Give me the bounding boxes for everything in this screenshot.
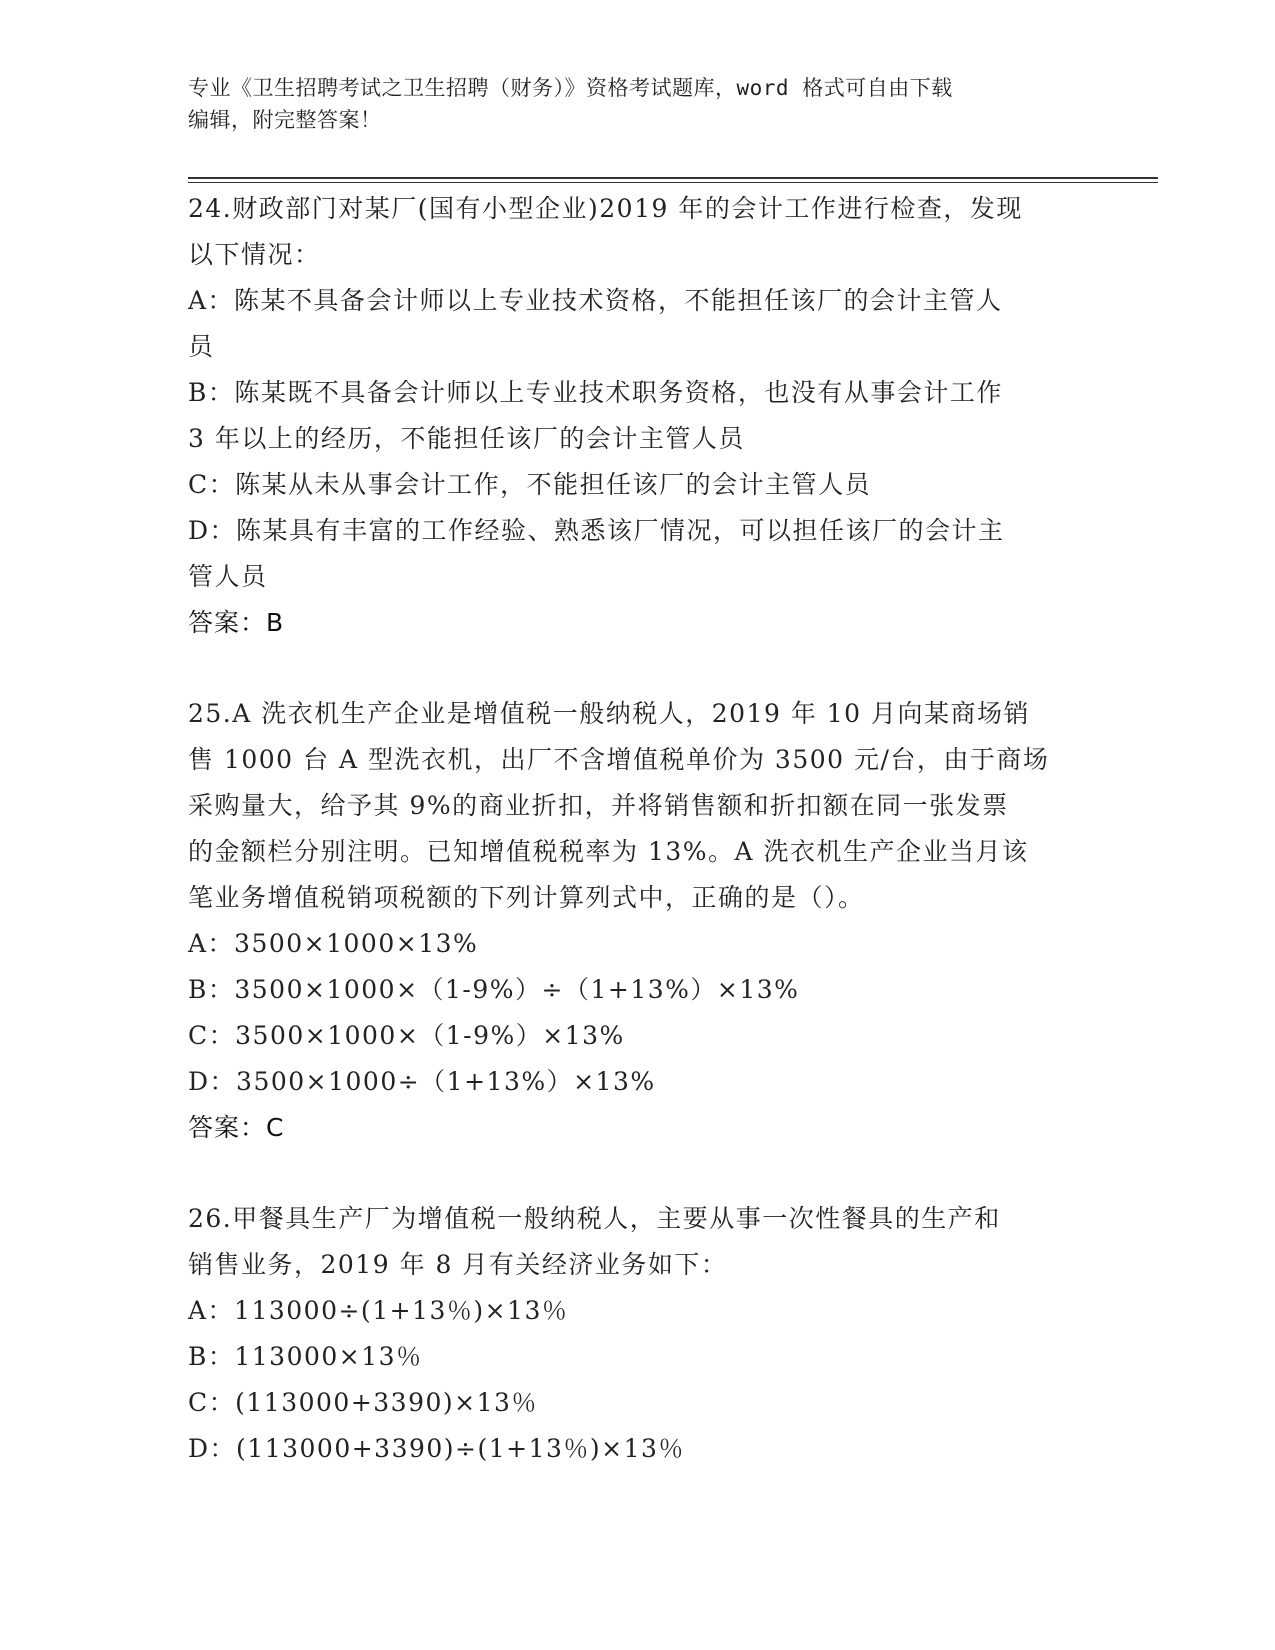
question-list xyxy=(188,186,1088,1472)
option-a-line: A：113000÷(1+13％)×13％ xyxy=(188,1296,569,1325)
option-c-line: C：3500×1000×（1-9%）×13% xyxy=(188,1021,625,1050)
question-24 xyxy=(188,186,1088,646)
question-stem-line: 售 1000 台 A 型洗衣机，出厂不含增值税单价为 3500 元/台，由于商场 xyxy=(188,745,1050,774)
answer-label: 答案：C xyxy=(188,1113,285,1142)
question-stem-line: 25.A 洗衣机生产企业是增值税一般纳税人，2019 年 10 月向某商场销 xyxy=(188,699,1031,728)
option-b-line: B：陈某既不具备会计师以上专业技术职务资格，也没有从事会计工作 xyxy=(188,378,1003,407)
answer-label: 答案：B xyxy=(188,608,285,637)
option-b-line: B：113000×13％ xyxy=(188,1342,423,1371)
option-a-line: A：3500×1000×13% xyxy=(188,929,479,958)
question-stem-line: 销售业务，2019 年 8 月有关经济业务如下： xyxy=(188,1250,728,1279)
question-26 xyxy=(188,1196,1088,1472)
option-a-line: A：陈某不具备会计师以上专业技术资格，不能担任该厂的会计主管人 xyxy=(188,286,1003,315)
question-spacer xyxy=(188,1151,1088,1196)
option-c-line: C：(113000+3390)×13％ xyxy=(188,1388,538,1417)
question-stem-line: 的金额栏分别注明。已知增值税税率为 13%。A 洗衣机生产企业当月该 xyxy=(188,837,1029,866)
option-b-line: B：3500×1000×（1-9%）÷（1+13%）×13% xyxy=(188,975,800,1004)
option-c-line: C：陈某从未从事会计工作，不能担任该厂的会计主管人员 xyxy=(188,470,872,499)
option-a-line: 员 xyxy=(188,332,215,361)
header-line-2: 编辑，附完整答案！ xyxy=(188,108,382,132)
document-header xyxy=(188,72,1088,136)
question-stem-line: 26.甲餐具生产厂为增值税一般纳税人，主要从事一次性餐具的生产和 xyxy=(188,1204,1001,1233)
option-d-line: D：陈某具有丰富的工作经验、熟悉该厂情况，可以担任该厂的会计主 xyxy=(188,516,1005,545)
question-spacer xyxy=(188,646,1088,691)
option-d-line: D：3500×1000÷（1+13%）×13% xyxy=(188,1067,656,1096)
question-stem-line: 24.财政部门对某厂(国有小型企业)2019 年的会计工作进行检查，发现 xyxy=(188,194,1023,223)
option-b-line: 3 年以上的经历，不能担任该厂的会计主管人员 xyxy=(188,424,745,453)
question-stem-line: 采购量大，给予其 9%的商业折扣，并将销售额和折扣额在同一张发票 xyxy=(188,791,1009,820)
header-line-1: 专业《卫生招聘考试之卫生招聘（财务）》资格考试题库，word 格式可自由下载 xyxy=(188,76,953,100)
question-25 xyxy=(188,691,1088,1151)
option-d-line: 管人员 xyxy=(188,562,268,591)
question-stem-line: 以下情况： xyxy=(188,240,321,269)
question-stem-line: 笔业务增值税销项税额的下列计算列式中，正确的是（）。 xyxy=(188,883,865,912)
option-d-line: D：(113000+3390)÷(1+13％)×13％ xyxy=(188,1434,685,1463)
header-divider-thin xyxy=(188,182,1158,183)
header-divider-thick xyxy=(188,177,1158,179)
